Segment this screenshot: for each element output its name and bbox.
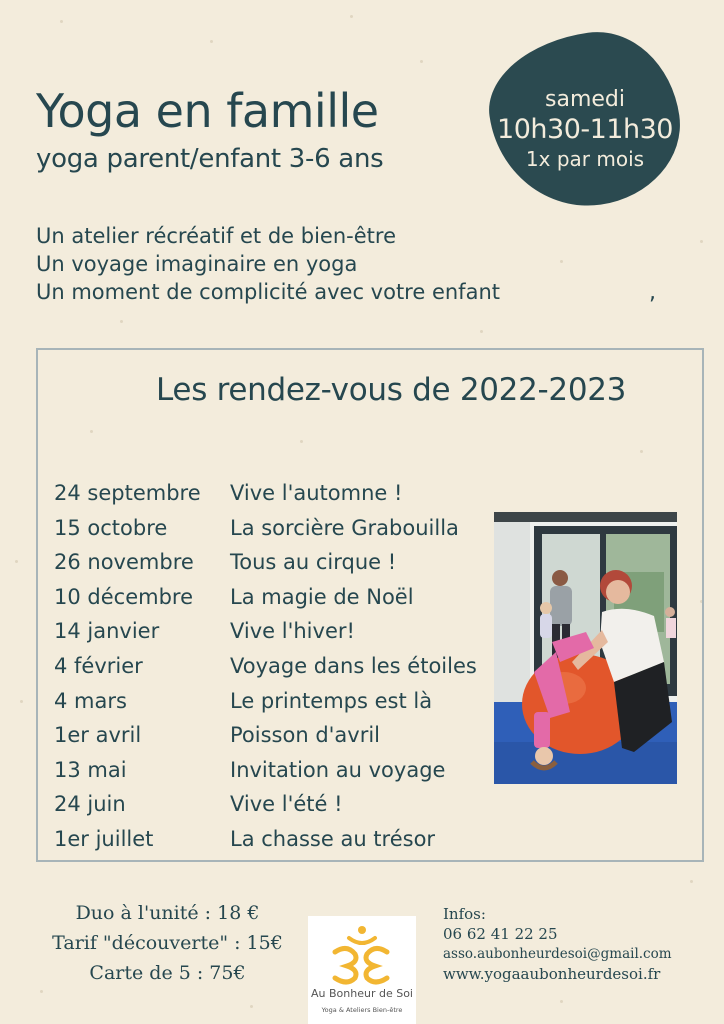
brand-logo: [308, 916, 416, 1024]
email-address[interactable]: asso.aubonheurdesoi@gmail.com: [443, 946, 672, 962]
yoga-session-illustration: [494, 512, 677, 784]
session-theme: Vive l'automne !: [230, 481, 403, 505]
session-theme: Invitation au voyage: [230, 757, 446, 782]
session-theme: La chasse au trésor: [230, 826, 436, 851]
logo-tagline: Yoga & Ateliers Bien-être: [321, 1006, 403, 1014]
contact-info: [443, 904, 672, 984]
session-date: 14 janvier: [54, 619, 160, 644]
session-theme: Poisson d'avril: [230, 723, 381, 748]
session-theme: Tous au cirque !: [230, 550, 397, 575]
session-date: 1er avril: [54, 723, 142, 748]
session-date: 26 novembre: [54, 550, 194, 575]
session-theme: La magie de Noël: [230, 584, 414, 609]
yoga-session-photo: [494, 512, 677, 784]
session-date: 4 mars: [54, 688, 127, 713]
session-date: 10 décembre: [54, 584, 193, 609]
program-title: Les rendez-vous de 2022-2023: [156, 372, 627, 408]
phone-number: 06 62 41 22 25: [443, 925, 558, 943]
pricing: [50, 898, 285, 988]
session-date: 24 septembre: [54, 481, 201, 505]
intro-text: [36, 222, 500, 306]
price-line: Carte de 5 : 75€: [89, 962, 246, 984]
price-line: Duo à l'unité : 18 €: [75, 902, 260, 924]
intro-line: Un atelier récréatif et de bien-être: [36, 224, 396, 248]
om-symbol-icon: [308, 924, 416, 990]
session-theme: Voyage dans les étoiles: [230, 653, 477, 678]
session-date: 24 juin: [54, 792, 126, 817]
infos-label: Infos:: [443, 905, 486, 923]
price-line: Tarif "découverte" : 15€: [52, 932, 283, 954]
session-date: 1er juillet: [54, 826, 154, 851]
session-date: 15 octobre: [54, 515, 168, 540]
session-date: 4 février: [54, 653, 143, 678]
intro-line: Un moment de complicité avec votre enfant: [36, 280, 500, 304]
intro-line: Un voyage imaginaire en yoga: [36, 252, 358, 276]
stray-comma: ,: [649, 280, 656, 305]
page-subtitle: yoga parent/enfant 3-6 ans: [36, 144, 384, 174]
badge-frequency: 1x par mois: [525, 147, 645, 171]
logo-name: Au Bonheur de Soi: [311, 987, 413, 1000]
website-link[interactable]: www.yogaaubonheurdesoi.fr: [443, 965, 661, 983]
badge-day: samedi: [545, 87, 625, 112]
session-theme: Le printemps est là: [230, 688, 433, 713]
session-theme: La sorcière Grabouilla: [230, 515, 459, 540]
session-theme: Vive l'hiver!: [230, 619, 355, 644]
badge-time: 10h30-11h30: [497, 114, 673, 145]
session-date: 13 mai: [54, 757, 127, 782]
page-title: Yoga en famille: [36, 84, 379, 138]
session-theme: Vive l'été !: [230, 792, 343, 817]
schedule-badge-text: [491, 86, 679, 172]
